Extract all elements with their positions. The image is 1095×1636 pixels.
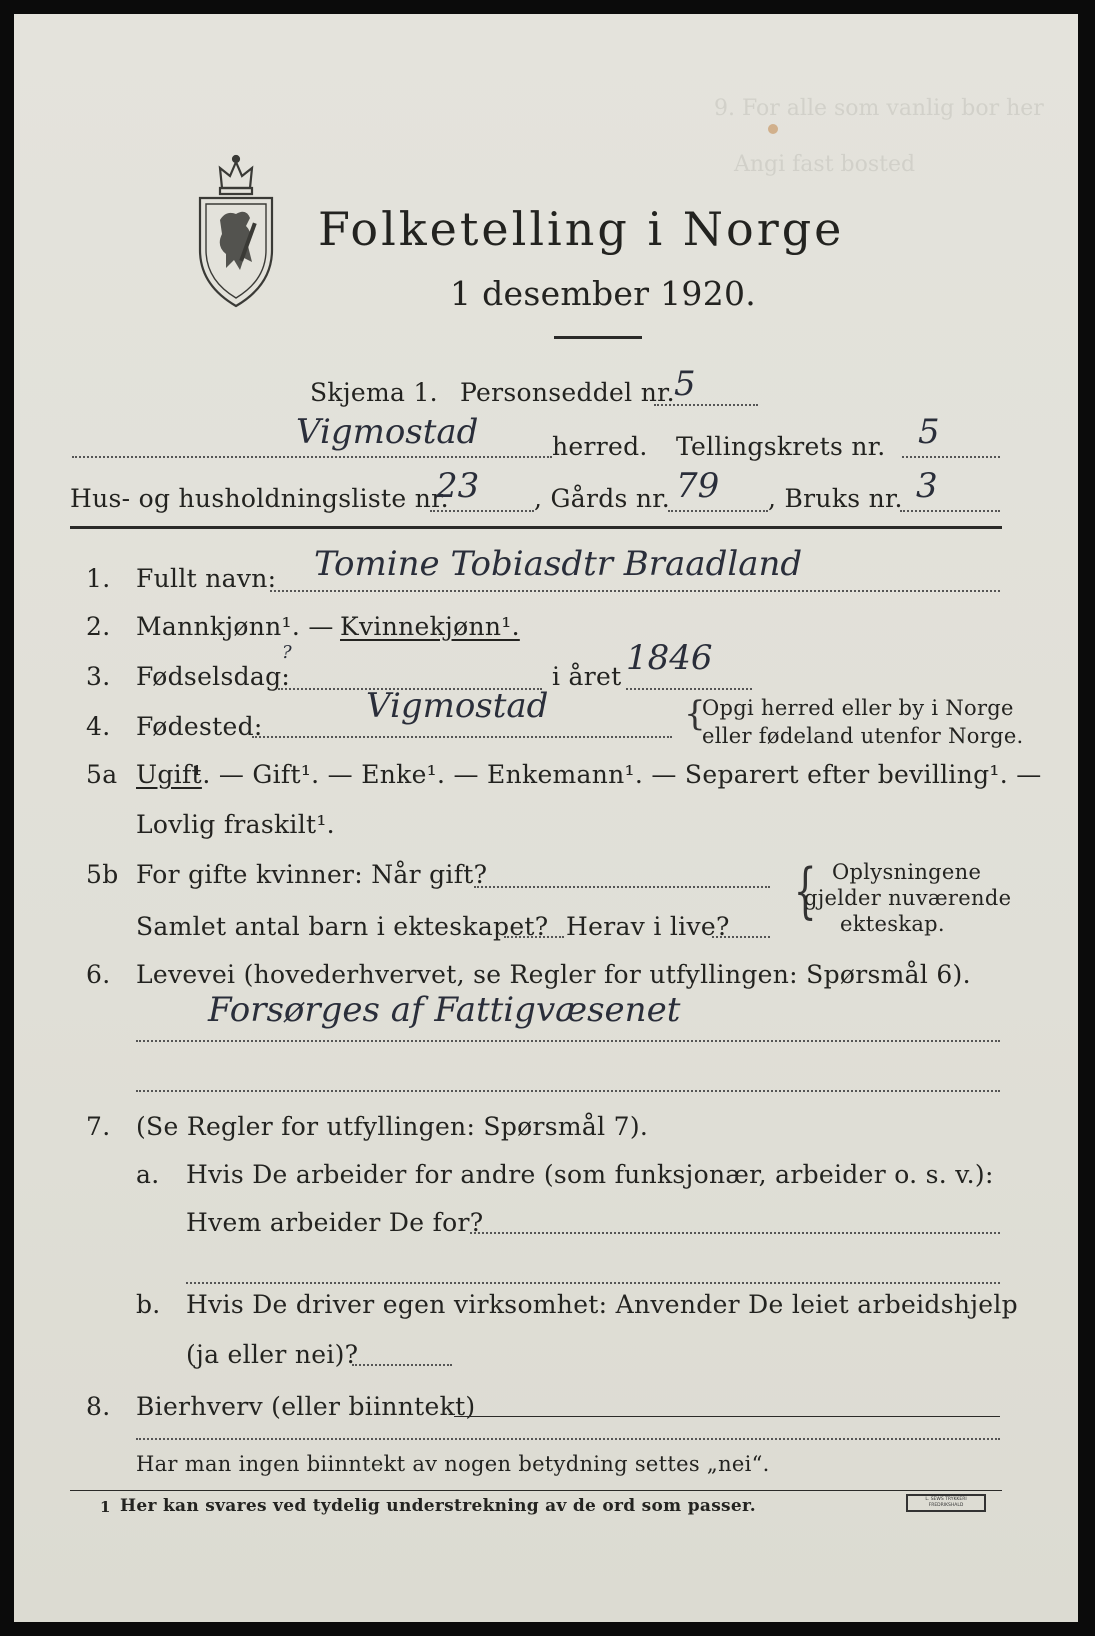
gards-label: , Gårds nr.	[534, 484, 671, 513]
footnote-marker: 1	[100, 1498, 111, 1516]
q5b-alive-label: Herav i live?	[566, 912, 730, 941]
tellingskrets-number[interactable]: 5	[918, 412, 940, 452]
personseddel-number[interactable]: 5	[674, 364, 696, 404]
side-income-dotted-line-2	[136, 1438, 1000, 1440]
herred-value[interactable]: Vigmostad	[296, 412, 479, 452]
occupation-dotted-line	[136, 1040, 1000, 1042]
bleed-through-text: 9. For alle som vanlig bor her	[714, 96, 1044, 121]
q5a-number: 5a	[86, 760, 118, 789]
birthplace-dotted-line	[252, 736, 672, 738]
q1-label: Fullt navn:	[136, 564, 277, 593]
q3-label: Fødselsdag:	[136, 662, 291, 691]
bleed-through-text: Angi fast bosted	[734, 152, 916, 177]
birthday-value[interactable]: ?	[282, 642, 292, 663]
census-date: 1 desember 1920.	[450, 274, 757, 313]
male-option[interactable]: Mannkjønn¹. —	[136, 612, 334, 641]
birth-year-dotted-line	[626, 688, 752, 690]
q6-label: Levevei (hovederhvervet, se Regler for utfyllingen: Spørsmål 6).	[136, 960, 971, 989]
hus-number[interactable]: 23	[436, 466, 480, 506]
q5b-number: 5b	[86, 860, 119, 889]
employer-dotted-line-2	[186, 1282, 1000, 1284]
header-separator	[70, 526, 1002, 529]
gards-dotted-line	[668, 510, 768, 512]
divorced-option[interactable]: Lovlig fraskilt¹.	[136, 810, 335, 839]
q7a-line1: Hvis De arbeider for andre (som funksjonær, arbeider o. s. v.):	[186, 1160, 994, 1189]
children-dotted-line	[504, 936, 564, 938]
q5b-brace: {	[793, 856, 817, 926]
tellingskrets-label: Tellingskrets nr.	[676, 432, 886, 461]
side-income-line	[454, 1416, 1000, 1417]
q4-note-line1: Opgi herred eller by i Norge	[702, 696, 1014, 720]
paper-stain	[768, 124, 778, 134]
side-income-note: Har man ingen biinntekt av nogen betydning settes „nei“.	[136, 1452, 770, 1476]
tellingskrets-dotted-line	[902, 456, 1000, 458]
printer-stamp-text: L. SEWS TRYKKERI FREDRIKSHALD	[925, 1497, 967, 1508]
gards-number[interactable]: 79	[676, 466, 720, 506]
q5b-note-line2: gjelder nuværende	[804, 886, 1012, 910]
footnote-separator	[70, 1490, 1002, 1491]
personseddel-dotted-line	[654, 404, 758, 406]
q5b-note-line1: Oplysningene	[832, 860, 982, 884]
employer-dotted-line	[470, 1232, 1000, 1234]
q5b-note-line3: ekteskap.	[840, 912, 945, 936]
q1-number: 1.	[86, 564, 111, 593]
q7b-line1: Hvis De driver egen virksomhet: Anvender De leiet arbeidshjelp	[186, 1290, 1018, 1319]
bruks-number[interactable]: 3	[916, 466, 938, 506]
q4-note-line2: eller fødeland utenfor Norge.	[702, 724, 1024, 748]
q8-label: Bierhverv (eller biinntekt)	[136, 1392, 476, 1421]
birthplace-value[interactable]: Vigmostad	[366, 686, 549, 726]
schema-label: Skjema 1.	[310, 378, 438, 407]
q7b-line2: (ja eller nei)?	[186, 1340, 359, 1369]
bruks-label: , Bruks nr.	[768, 484, 903, 513]
q5b-children-label: Samlet antal barn i ekteskapet?	[136, 912, 549, 941]
q7-label: (Se Regler for utfyllingen: Spørsmål 7).	[136, 1112, 649, 1141]
occupation-value[interactable]: Forsørges af Fattigvæsenet	[208, 990, 681, 1030]
herred-dotted-line	[72, 456, 552, 458]
q7b-letter: b.	[136, 1290, 161, 1319]
q7-number: 7.	[86, 1112, 111, 1141]
married-date-dotted-line	[474, 886, 770, 888]
q7a-letter: a.	[136, 1160, 160, 1189]
occupation-dotted-line-2	[136, 1090, 1000, 1092]
q4-label: Fødested:	[136, 712, 263, 741]
q4-brace: {	[684, 694, 706, 734]
q8-number: 8.	[86, 1392, 111, 1421]
q6-number: 6.	[86, 960, 111, 989]
q3-year-label: i året	[552, 662, 622, 691]
hired-help-dotted-line	[352, 1364, 452, 1366]
norway-coat-of-arms-icon	[190, 150, 282, 310]
census-form-page	[14, 14, 1078, 1622]
q7a-line2: Hvem arbeider De for?	[186, 1208, 484, 1237]
herred-label: herred.	[552, 432, 648, 461]
q2-number: 2.	[86, 612, 111, 641]
q3-number: 3.	[86, 662, 111, 691]
printer-stamp-box	[906, 1494, 986, 1512]
hus-dotted-line	[430, 510, 534, 512]
footnote-text: Her kan svares ved tydelig understrekning av de ord som passer.	[120, 1496, 756, 1516]
female-option-underlined[interactable]: Kvinnekjønn¹.	[340, 612, 520, 641]
birth-year-value[interactable]: 1846	[626, 638, 713, 678]
q4-number: 4.	[86, 712, 111, 741]
hus-label: Hus- og husholdningsliste nr.	[70, 484, 449, 513]
personseddel-label: Personseddel nr.	[460, 378, 675, 407]
form-title: Folketelling i Norge	[318, 202, 845, 256]
ugift-option-underlined[interactable]: Ugift	[136, 760, 202, 789]
title-divider	[554, 336, 642, 339]
q1-dotted-line	[270, 590, 1000, 592]
alive-dotted-line	[712, 936, 770, 938]
q5b-line1: For gifte kvinner: Når gift?	[136, 860, 488, 889]
full-name-value[interactable]: Tomine Tobiasdtr Braadland	[314, 544, 803, 584]
bruks-dotted-line	[900, 510, 1000, 512]
marital-status-options[interactable]: ¹. — Gift¹. — Enke¹. — Enkemann¹. — Separert efter bevilling¹. —	[192, 760, 1042, 789]
